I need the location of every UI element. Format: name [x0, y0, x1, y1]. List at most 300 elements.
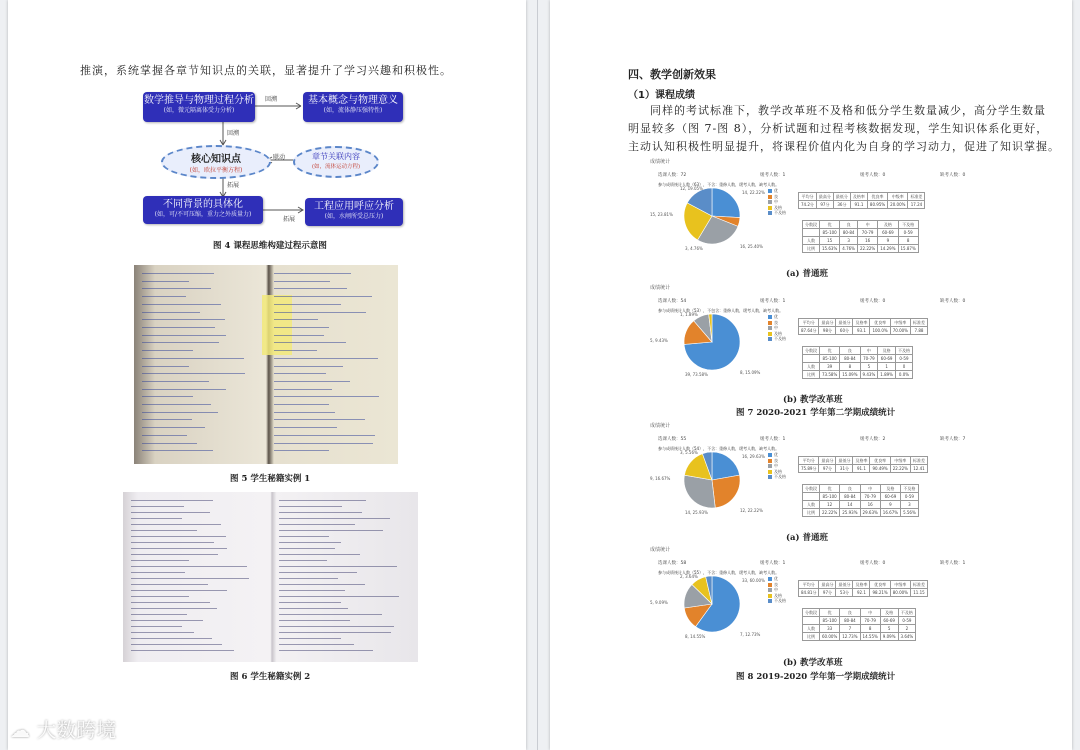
table-cell: 80-84: [840, 617, 860, 625]
handwriting-stroke: [142, 335, 226, 336]
table-cell: 8: [840, 363, 860, 371]
handwriting-stroke: [279, 584, 366, 585]
table-row: [799, 193, 925, 201]
grade-distribution-table: [802, 608, 916, 641]
pie-data-label: 3, 4.76%: [685, 246, 703, 251]
handwriting-stroke: [131, 500, 213, 501]
figure-5-caption: 图 5 学生秘籍实例 1: [230, 474, 311, 484]
legend-label: 良: [774, 193, 778, 199]
legend-swatch: [768, 594, 772, 598]
handwriting-stroke: [142, 396, 193, 397]
legend-label: 不及格: [774, 474, 786, 479]
mindmap-box-derivation-sub: (如，微元隔离体受力分析): [163, 107, 235, 114]
handwriting-stroke: [274, 427, 337, 428]
legend-swatch: [768, 464, 772, 468]
table-cell: 29.63%: [860, 509, 880, 517]
sub-caption-b-1: (b) 教学改革班: [783, 395, 843, 405]
handwriting-stroke: [279, 596, 399, 597]
handwriting-stroke: [274, 304, 341, 305]
handwriting-stroke: [131, 554, 218, 555]
mindmap-related-title: 章节关联内容: [312, 152, 360, 161]
handwriting-stroke: [142, 389, 226, 390]
table-cell: 9: [878, 237, 898, 245]
table-cell: 优良率: [870, 319, 890, 327]
handwriting-stroke: [142, 373, 245, 374]
table-cell: 97分: [819, 465, 836, 473]
table-cell: 及格: [878, 221, 898, 229]
handwriting-stroke: [274, 342, 346, 343]
handwriting-stroke: [279, 632, 391, 633]
table-cell: 中级率: [890, 319, 910, 327]
handwriting-stroke: [131, 644, 222, 645]
pie-legend: [768, 576, 786, 604]
legend-swatch: [768, 332, 772, 336]
handwriting-stroke: [142, 327, 215, 328]
legend-label: 中: [774, 199, 778, 204]
table-cell: 及格率: [853, 319, 870, 327]
subsection-heading: （1）课程成绩: [628, 90, 695, 101]
table-cell: 良: [840, 485, 860, 493]
handwriting-stroke: [279, 638, 342, 639]
table-cell: 60-69: [880, 493, 900, 501]
mindmap-core-oval: [161, 145, 271, 179]
legend-swatch: [768, 453, 772, 457]
table-cell: 中: [860, 347, 878, 355]
panel-title: 成绩统计: [650, 159, 671, 165]
table-cell: 16: [860, 501, 880, 509]
pie-data-label: 14, 22.22%: [742, 190, 765, 195]
table-cell: 0-59: [901, 493, 919, 501]
table-cell: 15.87%: [898, 245, 918, 253]
mindmap-box-concept: [303, 92, 403, 122]
handwriting-stroke: [131, 608, 217, 609]
table-cell: 不及格: [898, 221, 918, 229]
handwriting-stroke: [274, 288, 347, 289]
legend-label: 不及格: [774, 210, 786, 215]
table-cell: 及格率: [853, 457, 870, 465]
table-row: [799, 201, 925, 209]
panel-absent: 缺考人数：7: [940, 437, 966, 442]
handwriting-stroke: [279, 614, 383, 615]
pie-data-label: 8, 14.55%: [685, 634, 706, 639]
legend-label: 不及格: [774, 336, 786, 341]
table-cell: 优: [820, 609, 840, 617]
handwriting-stroke: [279, 518, 391, 519]
legend-swatch: [768, 475, 772, 479]
handwriting-stroke: [131, 572, 185, 573]
table-cell: 平均分: [799, 581, 819, 589]
table-row: [803, 485, 919, 493]
section-heading: 四、教学创新效果: [628, 68, 716, 81]
legend-swatch: [768, 577, 772, 581]
table-cell: 9.43%: [860, 371, 878, 379]
handwriting-stroke: [279, 560, 327, 561]
table-cell: 80.95%: [867, 201, 887, 209]
handwriting-stroke: [274, 281, 330, 282]
table-row: [799, 581, 928, 589]
mindmap-related-sub: (如，流体运动方程): [311, 164, 361, 170]
table-cell: 中: [860, 609, 880, 617]
table-cell: 优良率: [867, 193, 887, 201]
table-row: [803, 371, 913, 379]
grade-pie-chart: [650, 284, 780, 384]
table-cell: 平均分: [799, 193, 817, 201]
handwriting-stroke: [274, 404, 329, 405]
grade-pie-chart: [650, 422, 780, 522]
handwriting-stroke: [274, 350, 317, 351]
handwriting-stroke: [274, 319, 318, 320]
table-cell: 人数: [803, 237, 820, 245]
table-row: [803, 501, 919, 509]
table-row: [799, 327, 928, 335]
legend-label: 优: [774, 188, 778, 193]
legend-swatch: [768, 200, 772, 204]
mindmap-box-derivation-title: 数学推导与物理过程分析: [144, 95, 254, 106]
legend-item: [768, 598, 786, 604]
table-cell: 不及格: [895, 347, 912, 355]
table-cell: 中级率: [888, 193, 908, 201]
table-cell: 39: [820, 363, 840, 371]
panel-deferred: 缓考人数：1: [760, 561, 786, 566]
legend-swatch: [768, 337, 772, 341]
mindmap-box-specific-sub: (如，可/不可压缩，重力之外质量力): [154, 211, 252, 218]
legend-label: 中: [774, 587, 778, 592]
handwriting-stroke: [131, 536, 226, 537]
table-cell: 0-59: [895, 355, 912, 363]
table-cell: 及格率: [853, 581, 870, 589]
panel-absent: 缺考人数：0: [940, 299, 966, 304]
table-cell: 及格率: [850, 193, 867, 201]
pie-data-label: 7, 12.73%: [740, 632, 761, 637]
table-cell: 80-84: [840, 229, 858, 237]
table-cell: 3: [901, 501, 919, 509]
legend-swatch: [768, 321, 772, 325]
table-cell: 60-69: [880, 617, 898, 625]
legend-label: 不及格: [774, 598, 786, 603]
table-cell: 0-59: [898, 229, 918, 237]
handwriting-stroke: [274, 312, 366, 313]
handwriting-stroke: [279, 590, 345, 591]
panel-enrolled: 选课人数：58: [658, 561, 687, 566]
watermark: [10, 714, 116, 743]
pie-data-label: 15, 23.81%: [650, 212, 673, 217]
table-row: [799, 465, 928, 473]
pie-slice: [712, 188, 740, 218]
watermark-text: 大数跨境: [36, 718, 117, 742]
table-cell: 标准差: [910, 581, 927, 589]
table-cell: 14.55%: [860, 633, 880, 641]
legend-swatch: [768, 195, 772, 199]
table-cell: 及格: [878, 347, 896, 355]
table-cell: 分数段: [803, 347, 820, 355]
table-row: [803, 363, 913, 371]
handwriting-stroke: [274, 327, 329, 328]
table-cell: 最高分: [819, 457, 836, 465]
table-cell: 17.24: [908, 201, 925, 209]
table-cell: 优良率: [870, 457, 890, 465]
mindmap-tag-expand: 拓展: [227, 182, 240, 189]
legend-swatch: [768, 315, 772, 319]
handwriting-stroke: [142, 350, 193, 351]
panel-participants: 参与成绩统计人数（53），不包含：重修人数，缓考人数，缺考人数。: [658, 308, 784, 313]
mindmap-core-sub: (如，欧拉平衡方程): [189, 167, 243, 174]
pie-legend: [768, 452, 786, 480]
handwriting-stroke: [142, 404, 211, 405]
panel-absent: 缺考人数：1: [940, 561, 966, 566]
handwriting-stroke: [131, 566, 247, 567]
table-row: [803, 633, 916, 641]
handwriting-stroke: [274, 366, 343, 367]
handwriting-stroke: [142, 435, 187, 436]
pie-data-label: 16, 29.63%: [742, 454, 765, 459]
mindmap-box-engineering: [305, 198, 403, 226]
table-cell: 84.81分: [799, 589, 819, 597]
table-cell: 80-84: [840, 355, 860, 363]
grade-pie-chart: [650, 546, 780, 646]
table-cell: [803, 229, 820, 237]
handwriting-stroke: [274, 412, 335, 413]
handwriting-stroke: [279, 602, 341, 603]
table-cell: 70-79: [860, 355, 878, 363]
mindmap-tag-link: 联动: [273, 154, 286, 161]
handwriting-stroke: [279, 542, 342, 543]
table-cell: 80.00%: [890, 589, 910, 597]
table-cell: 最低分: [833, 193, 850, 201]
handwriting-stroke: [142, 273, 214, 274]
table-cell: 70-79: [860, 493, 880, 501]
table-cell: 22.22%: [857, 245, 877, 253]
pie-data-label: 14, 25.93%: [685, 510, 708, 515]
handwriting-stroke: [274, 443, 373, 444]
panel-deferred: 缓考人数：1: [760, 173, 786, 178]
grade-panel: [650, 422, 980, 522]
table-cell: 不及格: [898, 609, 916, 617]
table-cell: 25.93%: [840, 509, 860, 517]
legend-swatch: [768, 211, 772, 215]
table-cell: 22.22%: [820, 509, 840, 517]
table-cell: 优良率: [870, 581, 890, 589]
handwriting-stroke: [131, 626, 182, 627]
table-cell: 不及格: [901, 485, 919, 493]
table-cell: 中: [857, 221, 877, 229]
handwriting-stroke: [279, 620, 350, 621]
table-cell: 11.15: [910, 589, 927, 597]
legend-swatch: [768, 459, 772, 463]
table-cell: 15.09%: [840, 371, 860, 379]
table-cell: 70-79: [860, 617, 880, 625]
table-cell: 优: [820, 221, 840, 229]
table-cell: 1.89%: [878, 371, 896, 379]
handwriting-stroke: [131, 614, 187, 615]
panel-absent: 缺考人数：0: [940, 173, 966, 178]
figure-4-caption: 图 4 课程思维构建过程示意图: [213, 241, 327, 251]
table-cell: 9: [880, 501, 900, 509]
table-cell: 标准差: [908, 193, 925, 201]
sub-caption-b-2: (b) 教学改革班: [783, 658, 843, 668]
pie-data-label: 9, 16.67%: [650, 476, 671, 481]
table-cell: 2: [898, 625, 916, 633]
table-cell: 最高分: [819, 581, 836, 589]
document-page-right: [550, 0, 1072, 750]
panel-deferred-2: 缓考人数：0: [860, 299, 886, 304]
handwriting-stroke: [274, 273, 351, 274]
legend-item: [768, 210, 786, 216]
handwriting-stroke: [274, 450, 329, 451]
table-cell: 优: [820, 485, 840, 493]
legend-swatch: [768, 326, 772, 330]
table-cell: 22.22%: [890, 465, 910, 473]
legend-item: [768, 336, 786, 342]
table-row: [803, 609, 916, 617]
table-cell: 85-100: [820, 229, 840, 237]
table-cell: 最低分: [836, 581, 853, 589]
paragraph-line-2: 明显较多（图 7-图 8），分析试题和过程考核数据发现，学生知识体系化更好，: [628, 122, 1049, 135]
handwriting-stroke: [279, 536, 329, 537]
pie-legend: [768, 188, 786, 216]
table-cell: 14: [840, 501, 860, 509]
handwriting-stroke: [142, 304, 221, 305]
handwriting-stroke: [131, 590, 227, 591]
handwriting-stroke: [142, 419, 192, 420]
handwriting-stroke: [131, 548, 227, 549]
table-cell: 20.00%: [888, 201, 908, 209]
handwriting-stroke: [142, 342, 219, 343]
table-row: [803, 245, 919, 253]
handwriting-stroke: [279, 578, 338, 579]
grade-panel: [650, 284, 980, 384]
table-cell: 中级率: [890, 581, 910, 589]
table-cell: 人数: [803, 625, 820, 633]
table-cell: 最低分: [836, 457, 853, 465]
intro-text: 推演，系统掌握各章节知识点的关联，显著提升了学习兴趣和积极性。: [80, 64, 452, 77]
table-cell: 平均分: [799, 457, 819, 465]
handwriting-stroke: [274, 335, 324, 336]
legend-label: 及格: [774, 204, 782, 210]
table-cell: 0: [895, 363, 912, 371]
handwriting-stroke: [142, 381, 209, 382]
handwriting-stroke: [274, 435, 375, 436]
table-cell: 98分: [819, 327, 836, 335]
table-cell: 92.1: [853, 589, 870, 597]
legend-label: 优: [774, 576, 778, 581]
legend-swatch: [768, 588, 772, 592]
handwriting-stroke: [274, 296, 372, 297]
table-cell: 60-69: [878, 229, 898, 237]
handwriting-stroke: [142, 296, 186, 297]
handwriting-stroke: [142, 412, 218, 413]
legend-swatch: [768, 189, 772, 193]
pie-legend: [768, 314, 786, 342]
table-cell: 3: [840, 237, 858, 245]
handwriting-stroke: [279, 626, 394, 627]
table-cell: 3.64%: [898, 633, 916, 641]
table-cell: [803, 617, 820, 625]
table-cell: 及格: [880, 485, 900, 493]
handwriting-stroke: [279, 644, 354, 645]
mindmap-figure: [143, 88, 403, 228]
panel-deferred: 缓考人数：1: [760, 299, 786, 304]
table-cell: 5.56%: [901, 509, 919, 517]
table-cell: 最高分: [816, 193, 833, 201]
table-cell: 70-79: [857, 229, 877, 237]
table-cell: 9.09%: [880, 633, 898, 641]
panel-deferred: 缓考人数：1: [760, 437, 786, 442]
table-cell: 31分: [836, 465, 853, 473]
pie-data-label: 33, 60.00%: [742, 578, 765, 583]
figure-7-caption: 图 7 2020-2021 学年第二学期成绩统计: [736, 408, 896, 418]
table-cell: 最低分: [836, 319, 853, 327]
handwriting-stroke: [279, 506, 342, 507]
pie-data-label: 1, 1.89%: [680, 312, 698, 317]
table-cell: 16.67%: [880, 509, 900, 517]
handwriting-stroke: [142, 288, 211, 289]
summary-stats-table: [798, 580, 928, 597]
mindmap-tag-expand-2: 拓展: [283, 216, 296, 223]
legend-label: 及格: [774, 468, 782, 474]
pie-data-label: 8, 15.09%: [740, 370, 761, 375]
watermark-logo-icon: ☁: [10, 718, 30, 742]
table-cell: 中级率: [890, 457, 910, 465]
panel-title: 成绩统计: [650, 285, 671, 291]
panel-participants: 参与成绩统计人数（55），不含：重修人数，缓考人数，缺考人数。: [658, 570, 780, 575]
grade-distribution-table: [802, 220, 919, 253]
table-cell: 60-69: [878, 355, 896, 363]
handwriting-stroke: [131, 512, 210, 513]
table-cell: 33: [820, 625, 840, 633]
handwriting-stroke: [274, 419, 365, 420]
table-cell: 97分: [816, 201, 833, 209]
table-cell: 91.1: [850, 201, 867, 209]
table-cell: 12.73%: [840, 633, 860, 641]
handwriting-stroke: [142, 450, 213, 451]
notebook-photo-1: [134, 265, 398, 464]
handwriting-stroke: [142, 312, 200, 313]
table-cell: 12: [820, 501, 840, 509]
mindmap-box-engineering-title: 工程应用呼应分析: [314, 201, 394, 212]
table-cell: 12.41: [910, 465, 927, 473]
table-cell: 4.76%: [840, 245, 858, 253]
handwriting-stroke: [131, 578, 249, 579]
legend-swatch: [768, 599, 772, 603]
legend-label: 及格: [774, 592, 782, 598]
handwriting-stroke: [131, 542, 214, 543]
panel-deferred-2: 缓考人数：0: [860, 561, 886, 566]
legend-label: 良: [774, 581, 778, 587]
handwriting-stroke: [279, 524, 355, 525]
mindmap-related-oval: [293, 146, 379, 178]
handwriting-stroke: [142, 358, 244, 359]
panel-deferred-2: 缓考人数：0: [860, 173, 886, 178]
sub-caption-a-1: (a) 普通班: [786, 269, 829, 279]
table-cell: 5: [880, 625, 898, 633]
table-row: [803, 625, 916, 633]
table-cell: 优: [820, 347, 840, 355]
table-cell: 良: [840, 347, 860, 355]
handwriting-stroke: [279, 572, 358, 573]
pie-data-label: 2, 3.64%: [680, 574, 698, 579]
table-row: [803, 493, 919, 501]
handwriting-stroke: [131, 596, 189, 597]
table-cell: 53分: [836, 589, 853, 597]
pie-data-label: 39, 73.58%: [685, 372, 708, 377]
table-cell: 5: [860, 363, 878, 371]
table-cell: 100.0%: [870, 327, 890, 335]
table-cell: 分数段: [803, 609, 820, 617]
handwriting-stroke: [274, 373, 326, 374]
table-cell: 85-100: [820, 493, 840, 501]
table-cell: 75.89分: [799, 465, 819, 473]
table-cell: 比例: [803, 245, 820, 253]
